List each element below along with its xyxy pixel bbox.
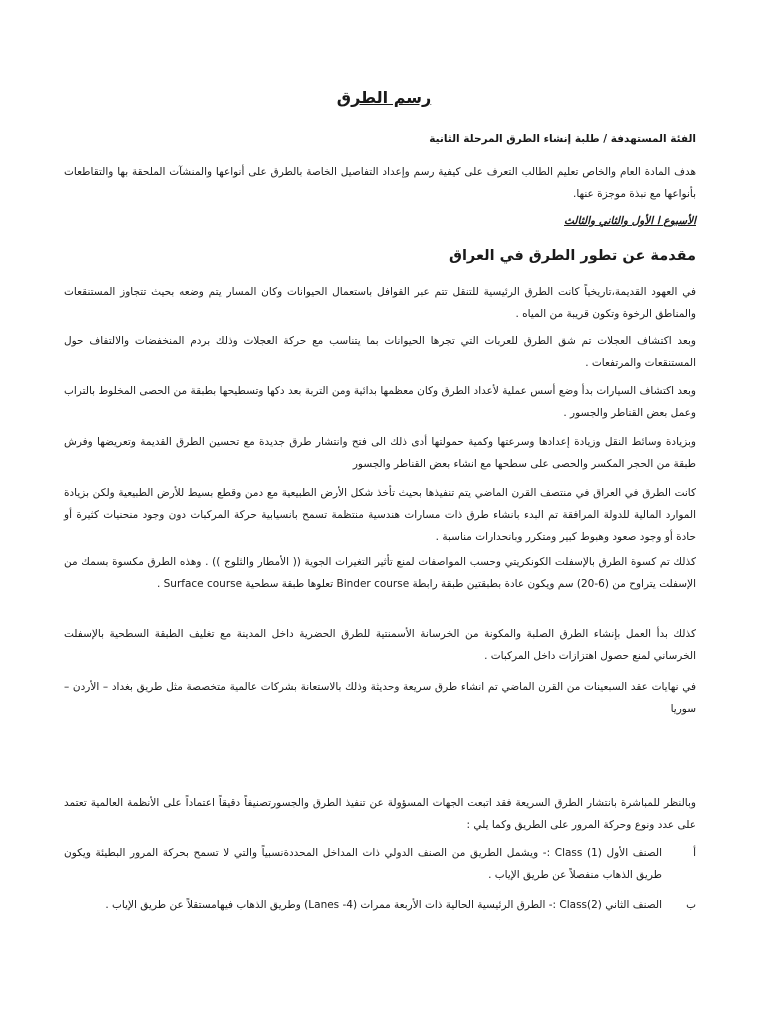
paragraph: في العهود القديمة،تاريخياً كانت الطرق الرئيسية للتنقل تتم عبر القوافل باستعمال الحيوانات وكان المسار يتم وضعه بحيث تتجاوز المستنقعات والمناطق الرخوة وتكون قريبة من المياه .	[64, 286, 696, 320]
list-item	[64, 894, 696, 916]
paragraph: في نهايات عقد السبعينات من القرن الماضي تم انشاء طرق سريعة وحديثة وذلك بالاستعانة بشركات عالمية متخصصة مثل طريق بغداد – الأردن – سوريا	[64, 681, 696, 715]
paragraph: وبعد اكتشاف العجلات تم شق الطرق للعربات التي تجرها الحيوانات بما يتناسب مع حركة العجلات وذلك بردم المنخفضات والالتفاف حول المستنقعات والمرتفعات .	[64, 335, 696, 369]
list-marker: ب	[686, 899, 696, 911]
section-heading: مقدمة عن تطور الطرق في العراق	[448, 248, 696, 264]
paragraph: كذلك بدأ العمل بإنشاء الطرق الصلبة والمكونة من الخرسانة الأسمنتية للطرق الحضرية داخل المدينة مع تغليف الطبقة السطحية بالإسفلت الخرساني لمنع حصول اهتزازات داخل المركبات .	[64, 628, 696, 662]
list-item-text: الصنف الأول Class (1) :- ويشمل الطريق من الصنف الدولي ذات المداخل المحددةنسبياً والتي لا تسمح بحركة المرور البطيئة ويكون طريق الذهاب منفصلاً عن طريق الإياب .	[64, 847, 662, 881]
list-item	[64, 842, 696, 886]
target-audience: الفئة المستهدفة / طلبة إنشاء الطرق المرحلة الثانية	[429, 133, 696, 145]
paragraph: وبزيادة وسائط النقل وزيادة إعدادها وسرعتها وكمية حمولتها أدى ذلك الى فتح وانتشار طرق جديدة مع تحسين الطرق القديمة وتعريضها وفرش طبقة من الحجر المكسر والحصى على سطحها مع انشاء بعض القناطر والجسور	[64, 436, 696, 470]
course-objective: هدف المادة العام والخاص تعليم الطالب التعرف على كيفية رسم وإعداد التفاصيل الخاصة بالطرق على أنواعها والمنشآت الملحقة بها والتقاطعات بأنواعها مع نبذة موجزة عنها.	[64, 166, 696, 200]
weeks-label: الأسبوع ا الأول والثاني والثالث	[564, 215, 696, 227]
classification-intro: وبالنظر للمباشرة بانتشار الطرق السريعة فقد اتبعت الجهات المسؤولة عن تنفيذ الطرق والجسورتصنيفاً دقيقاً اعتماداً على الأنظمة العالمية تعتمد على عدد ونوع وحركة المرور على الطريق وكما يلي :	[64, 797, 696, 831]
paragraph: كانت الطرق في العراق في منتصف القرن الماضي يتم تنفيذها بحيث تأخذ شكل الأرض الطبيعية مع دمن وقطع بسيط للأرض الطبيعية ولكن بزيادة الموارد المالية للدولة المرافقة تم البدء بانشاء طرق ذات مسارات هندسية منتظمة تسمح بانسيابية حركة المركبات دون وجود منحنيات كثيرة أو حادة أو وجود صعود وهبوط كبير ومتكرر وبانحدارات مناسبة .	[64, 487, 696, 543]
list-item-text: الصنف الثاني Class(2) :- الطرق الرئيسية الحالية ذات الأربعة ممرات (4- Lanes) وطريق الذهاب فيهامستقلاً عن طريق الإياب .	[105, 899, 662, 911]
list-marker: أ	[693, 847, 696, 859]
paragraph: وبعد اكتشاف السيارات بدأ وضع أسس عملية لأعداد الطرق وكان معظمها بدائية ومن التربة بعد دكها وتسطيحها بطبقة من الحصى المخلوط بالتراب وعمل بعض القناطر والجسور .	[64, 385, 696, 419]
page-title: رسم الطرق	[336, 88, 432, 107]
paragraph: كذلك تم كسوة الطرق بالإسفلت الكونكريتي وحسب المواصفات لمنع تأثير التغيرات الجوية (( الأمطار والثلوج )) . وهذه الطرق مكسوة بسمك من الإسفلت يتراوح من (6-20) سم ويكون عادة بطبقتين طبقة رابطة Binder course تعلوها طبقة سطحية Surface course .	[64, 556, 696, 590]
